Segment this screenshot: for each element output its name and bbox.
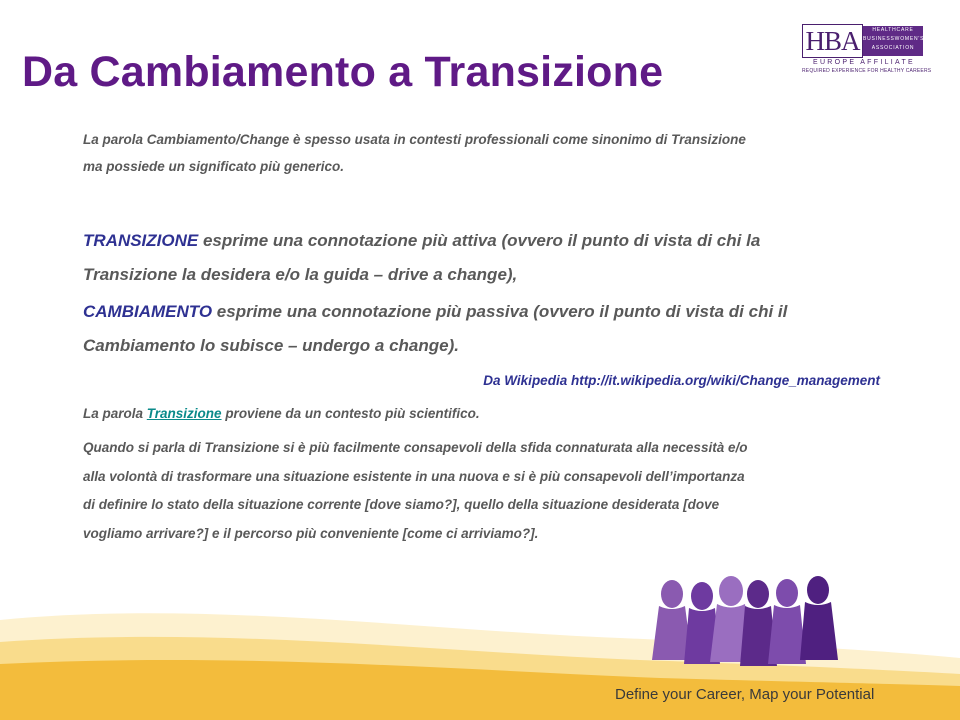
paragraph-line-2: alla volontà di trasformare una situazione esistente in una nuova e si è più consapevoli dell’importanza (83, 469, 745, 484)
transizione-text: esprime una connotazione più attiva (ovvero il punto di vista di chi la (198, 231, 761, 250)
logo-box-line: ASSOCIATION (871, 45, 915, 51)
paragraph-line-1: Quando si parla di Transizione si è più facilmente consapevoli della sfida connaturata alla necessità e/o (83, 440, 748, 455)
cambiamento-line-1 (83, 295, 787, 329)
cambiamento-text: esprime una connotazione più passiva (ovvero il punto di vista di chi il (212, 302, 788, 321)
intro-line-2: ma possiede un significato più generico. (83, 159, 345, 174)
transizione-line-2: Transizione la desidera e/o la guida – drive a change), (83, 265, 518, 284)
origin-line (83, 400, 480, 427)
cambiamento-line-2: Cambiamento lo subisce – undergo a change). (83, 336, 459, 355)
logo-box-line: BUSINESSWOMEN'S (863, 36, 925, 42)
keyword-transizione: TRANSIZIONE (83, 231, 199, 250)
woman-silhouette (768, 579, 806, 664)
paragraph-line-3: di definire lo stato della situazione corrente [dove siamo?], quello della situazione desiderata [dove (83, 497, 720, 512)
logo-box (863, 26, 923, 56)
paragraph-line-4: vogliamo arrivare?] e il percorso più conveniente [come ci arriviamo?]. (83, 526, 539, 541)
woman-silhouette (800, 576, 838, 660)
women-silhouettes (652, 576, 838, 666)
hba-logo (802, 24, 932, 76)
transizione-line-1 (83, 224, 760, 258)
page-title: Da Cambiamento a Transizione (22, 48, 664, 96)
logo-box-line: HEALTHCARE (872, 27, 914, 33)
keyword-cambiamento: CAMBIAMENTO (83, 302, 213, 321)
origin-before: La parola (83, 406, 147, 421)
intro-line-1: La parola Cambiamento/Change è spesso usata in contesti professionali come sinonimo di Transizione (83, 132, 746, 147)
logo-letters: HBA (802, 24, 863, 58)
logo-affiliate: EUROPE AFFILIATE (812, 59, 916, 66)
source-citation: Da Wikipedia http://it.wikipedia.org/wiki/Change_management (483, 373, 880, 388)
origin-after: proviene da un contesto più scientifico. (221, 406, 480, 421)
logo-tagline: REQUIRED EXPERIENCE FOR HEALTHY CAREERS (802, 68, 932, 74)
transizione-link[interactable]: Transizione (146, 406, 222, 421)
footer-tagline: Define your Career, Map your Potential (615, 686, 875, 703)
